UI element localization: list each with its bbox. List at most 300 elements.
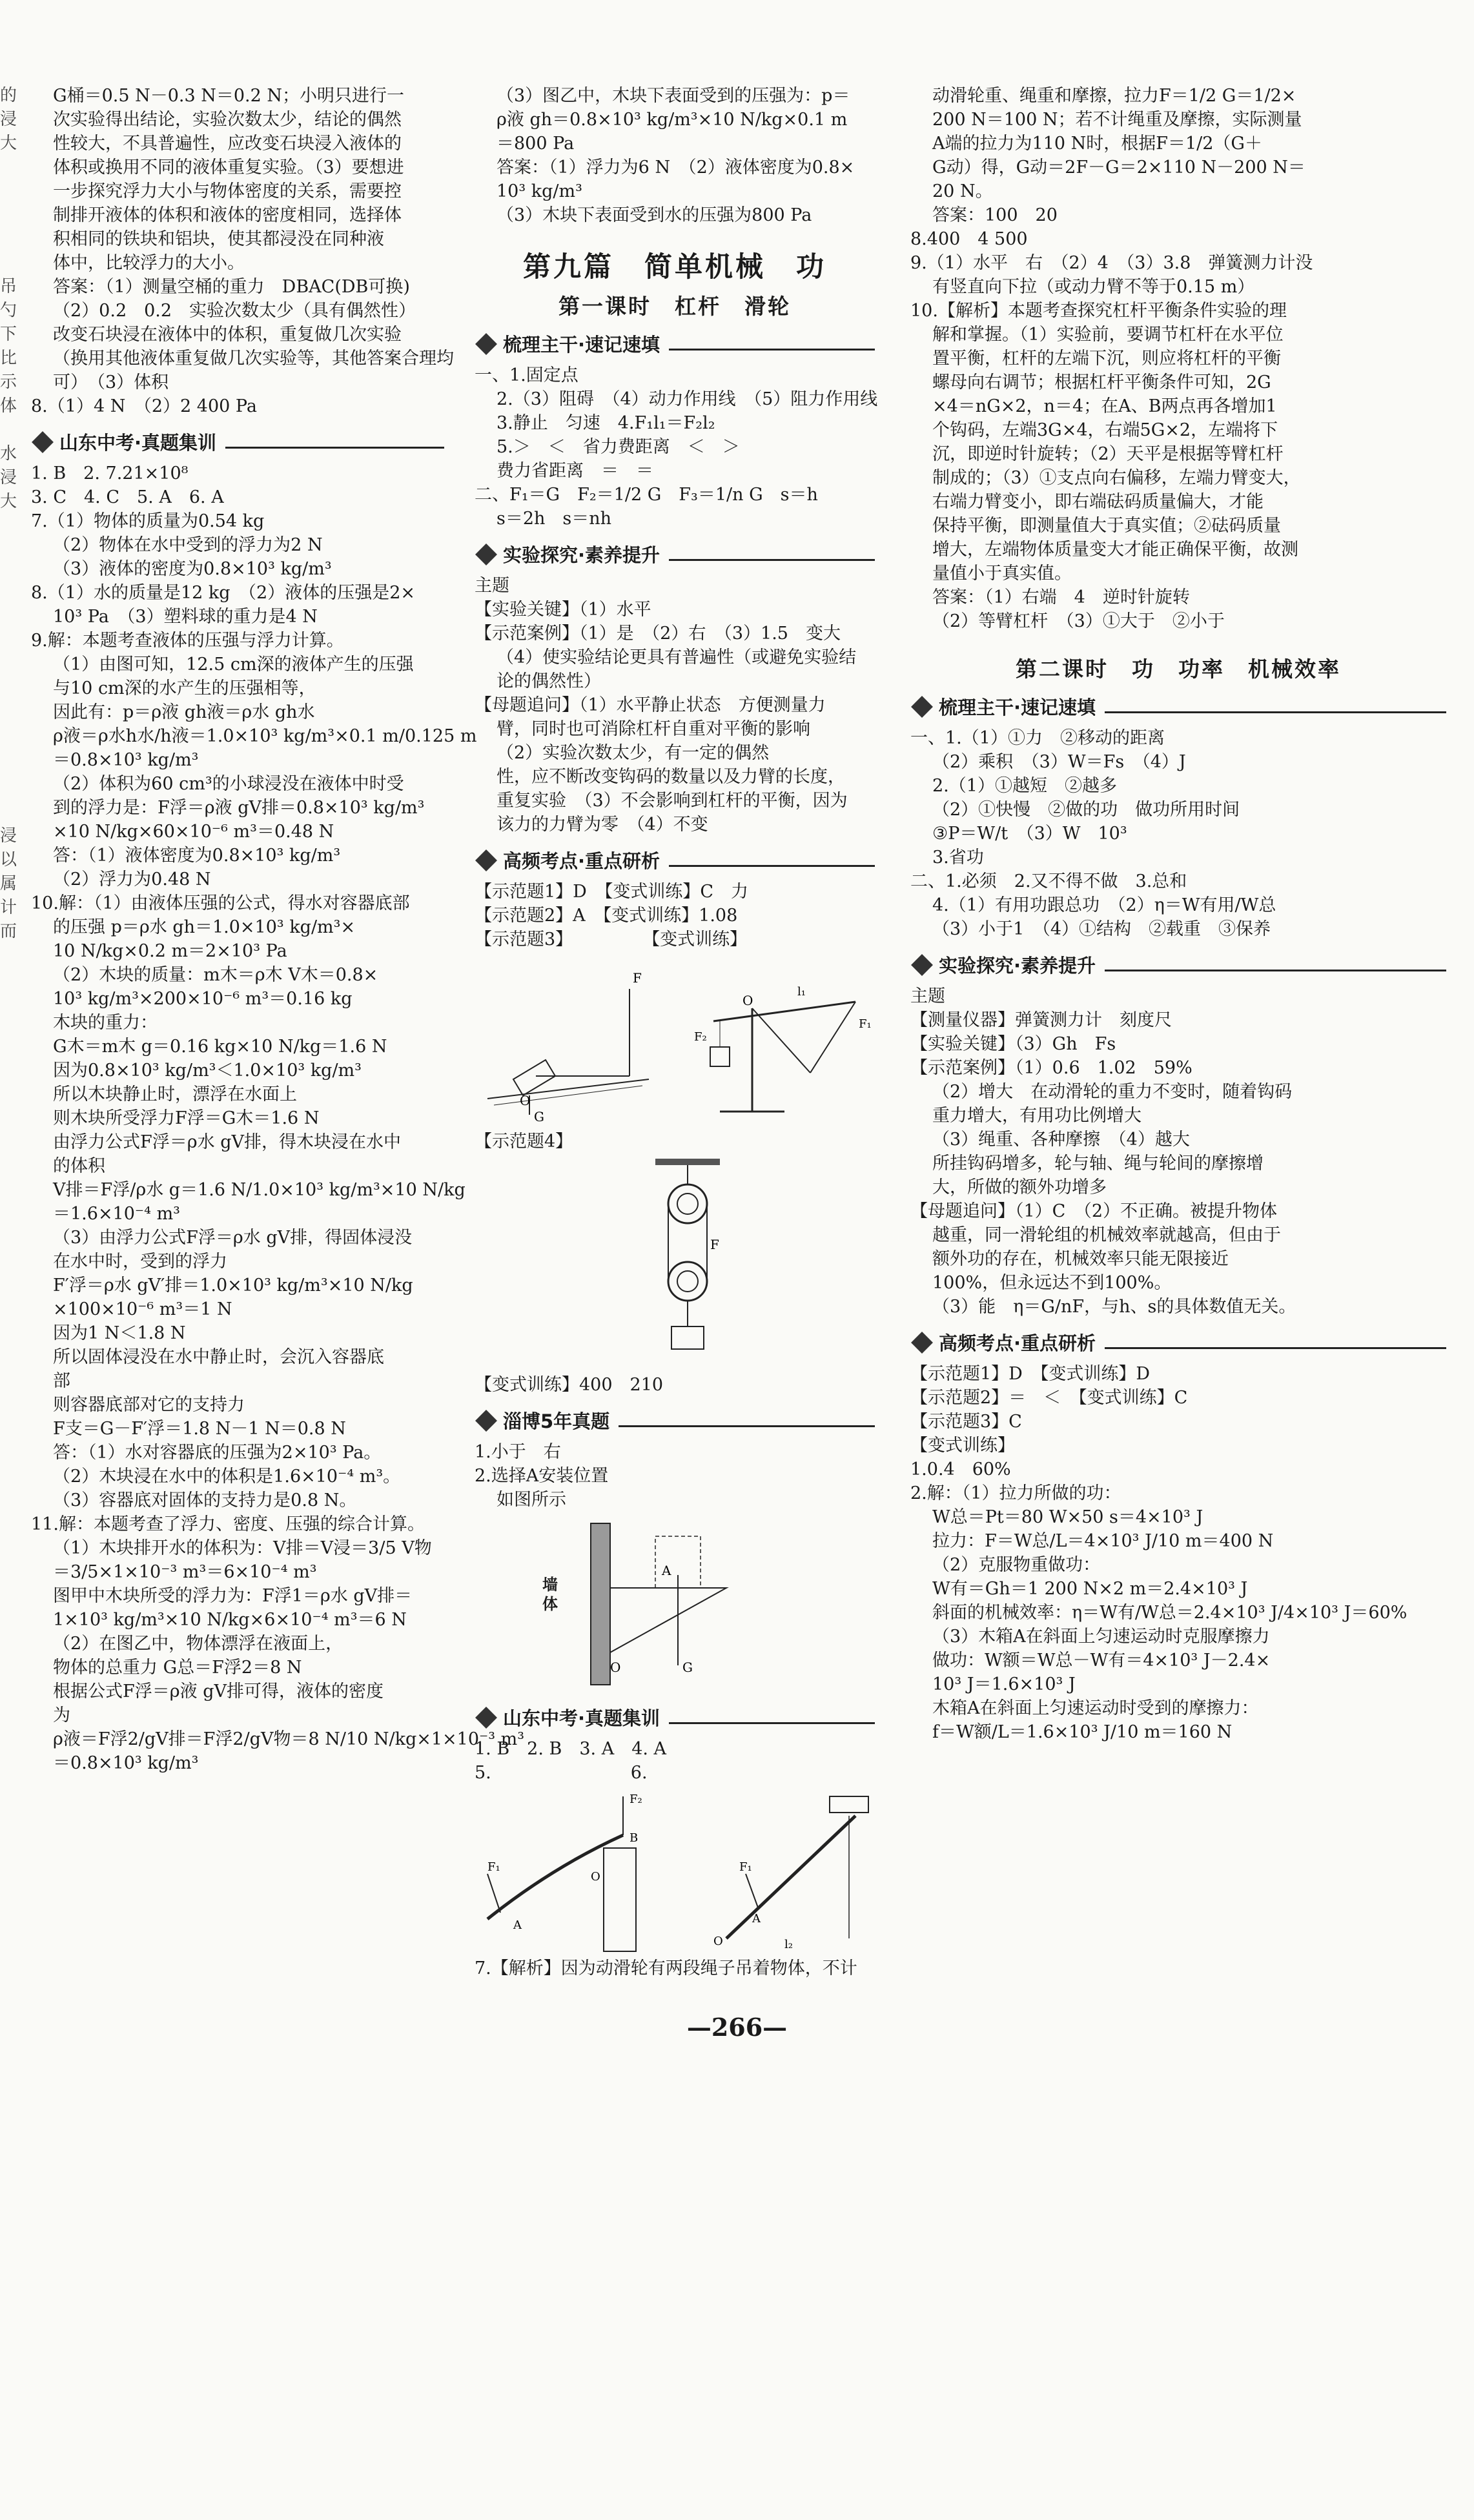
margin-fragment: [0, 1517, 14, 1541]
margin-fragment: [0, 991, 14, 1015]
diamond-icon: [475, 544, 497, 565]
text-line: 一、1.（1）①力 ②移动的距离: [910, 728, 1165, 748]
margin-fragment: [0, 1374, 14, 1397]
text-line: W有＝Gh＝1 200 N×2 m＝2.4×10³ J: [932, 1579, 1248, 1599]
section-header: [910, 951, 1446, 978]
col2-block-a: [475, 84, 875, 227]
text-line: 重复实验 （3）不会影响到杠杆的平衡，因为: [496, 791, 848, 811]
text-line: （3）由浮力公式F浮＝ρ水 gV排，得固体浸没: [53, 1228, 413, 1248]
margin-fragment: [0, 1827, 14, 1851]
text-line: （2）增大 在动滑轮的重力不变时，随着钩码: [932, 1082, 1293, 1102]
margin-fragment: [0, 1636, 14, 1660]
text-line: 如图所示: [496, 1490, 566, 1510]
margin-fragment: 浸: [0, 110, 17, 129]
svg-text:O: O: [742, 993, 753, 1008]
margin-fragment: [0, 944, 14, 968]
text-line: 的体积: [53, 1156, 105, 1176]
text-line: （2）实验次数太少，有一定的偶然: [496, 743, 770, 763]
text-line: （3）绳重、各种摩擦 （4）越大: [932, 1130, 1190, 1150]
text-line: （2）等臂杠杆 （3）①大于 ②小于: [932, 611, 1225, 631]
margin-fragment: [0, 1111, 14, 1135]
margin-fragment: 下: [0, 325, 17, 344]
col2-block-e: [475, 1440, 875, 1512]
text-line: 8.（1）水的质量是12 kg （2）液体的压强是2×: [31, 583, 416, 603]
text-line: 【实验关键】（3）Gh Fs: [910, 1034, 1116, 1054]
text-line: G动）得，G动＝2F－G＝2×110 N－200 N＝: [932, 158, 1305, 178]
svg-text:G: G: [534, 1109, 544, 1124]
text-line: 该力的力臂为零 （4）不变: [496, 815, 708, 835]
text-line: A端的拉力为110 N时，根据F＝1/2（G＋: [932, 134, 1262, 154]
text-line: 有竖直向下拉（或动力臂不等于0.15 m）: [932, 277, 1255, 297]
margin-fragment: [0, 1278, 14, 1302]
text-line: 置平衡，杠杆的左端下沉，则应将杠杆的平衡: [932, 349, 1281, 369]
text-line: G木＝m木 g＝0.16 kg×10 N/kg＝1.6 N: [53, 1037, 387, 1057]
diamond-icon: [475, 849, 497, 871]
svg-text:F: F: [633, 970, 642, 986]
q7-line: 7.【解析】因为动滑轮有两段绳子吊着物体，不计: [475, 1958, 857, 1978]
column-3: [910, 84, 1446, 1744]
margin-fragment: [0, 1947, 14, 1971]
text-line: （1）由图可知，12.5 cm深的液体产生的压强: [53, 655, 414, 675]
text-line: （2）乘积 （3）W＝Fs （4）J: [932, 752, 1186, 772]
margin-fragment: [0, 1612, 14, 1636]
margin-fragment: [0, 2090, 14, 2114]
chapter-title: 第九篇 简单机械 功: [523, 251, 826, 283]
text-line: 100%，但永远达不到100%。: [932, 1273, 1172, 1293]
svg-text:F₂: F₂: [630, 1793, 642, 1806]
margin-fragment: [0, 1039, 14, 1063]
margin-fragment: 的: [0, 86, 17, 105]
svg-text:l₂: l₂: [784, 1938, 793, 1951]
text-line: 体中，比较浮力的大小。: [53, 253, 245, 273]
text-line: 木箱A在斜面上匀速运动时受到的摩擦力：: [932, 1698, 1259, 1718]
text-line: 3. C 4. C 5. A 6. A: [31, 487, 224, 507]
text-line: G桶＝0.5 N－0.3 N＝0.2 N；小明只进行一: [53, 86, 405, 106]
text-line: 保持平衡，即测量值大于真实值；②砝码质量: [932, 516, 1281, 536]
margin-fragment: [0, 1660, 14, 1684]
text-line: 2.选择A安装位置: [475, 1466, 609, 1486]
text-line: ×4＝nG×2，n＝4；在A、B两点再各增加1: [932, 396, 1277, 416]
text-line: 二、1.必须 2.又不得不做 3.总和: [910, 871, 1187, 891]
text-line: 制排开液体的体积和液体的密度相同，选择体: [53, 205, 402, 225]
wall-label: 墙体: [542, 1576, 558, 1613]
text-line: （3）液体的密度为0.8×10³ kg/m³: [53, 559, 332, 579]
section-title: 高频考点·重点研析: [939, 1332, 1096, 1354]
margin-fragment: [0, 1899, 14, 1923]
section-rule: [1105, 700, 1446, 713]
text-line: 1×10³ kg/m³×10 N/kg×6×10⁻⁴ m³＝6 N: [53, 1610, 407, 1630]
margin-fragment: [0, 609, 14, 633]
section-rule: [619, 1414, 875, 1427]
text-line: 则木块所受浮力F浮＝G木＝1.6 N: [53, 1108, 320, 1128]
text-line: 根据公式F浮＝ρ液 gV排可得，液体的密度: [53, 1682, 384, 1702]
margin-fragment: [0, 633, 14, 657]
diamond-icon: [911, 954, 933, 976]
text-line: 【母题追问】（1）C （2）不正确。被提升物体: [910, 1201, 1278, 1221]
margin-fragment: [0, 1015, 14, 1039]
text-line: 【实验关键】（1）水平: [475, 600, 651, 620]
text-line: 【示范案例】（1）是 （2）右 （3）1.5 变大: [475, 624, 841, 644]
text-line: 解和掌握。（1）实验前，要调节杠杆在水平位: [932, 325, 1284, 345]
col2-block-c: [475, 574, 875, 837]
margin-fragment: [0, 2496, 14, 2520]
text-line: （2）物体在水中受到的浮力为2 N: [53, 535, 323, 555]
text-line: 改变石块浸在液体中的体积，重复做几次实验: [53, 325, 402, 345]
text-line: 2.解：（1）拉力所做的功：: [910, 1483, 1121, 1503]
text-line: 积相同的铁块和铝块，使其都浸没在同种液: [53, 229, 384, 249]
text-line: 10³ J＝1.6×10³ J: [932, 1674, 1076, 1694]
text-line: 越重，同一滑轮组的机械效率就越高，但由于: [932, 1225, 1281, 1245]
section-header: [31, 429, 444, 455]
col3-block-d: [910, 1362, 1446, 1744]
text-line: （3）能 η＝G/nF，与h、s的具体数值无关。: [932, 1297, 1296, 1317]
section-title: 实验探究·素养提升: [503, 544, 660, 566]
text-line: 2.（3）阻碍 （4）动力作用线 （5）阻力作用线: [496, 389, 878, 409]
pulley-system-diagram: [642, 1159, 733, 1365]
svg-text:F: F: [710, 1237, 719, 1252]
text-line: 答案：（1）浮力为6 N （2）液体密度为0.8×: [496, 158, 855, 178]
margin-fragment: 浸: [0, 468, 17, 487]
diamond-icon: [475, 1707, 497, 1729]
text-line: 200 N＝100 N；若不计绳重及摩擦，实际测量: [932, 110, 1302, 130]
margin-fragment: [0, 2448, 14, 2472]
lesson-title: 第一课时 杠杆 滑轮: [558, 294, 791, 319]
margin-fragment: [0, 2162, 14, 2186]
margin-fragment: [0, 1159, 14, 1183]
text-line: F支＝G－F′浮＝1.8 N－1 N＝0.8 N: [53, 1419, 346, 1439]
margin-fragment: 勺: [0, 301, 17, 320]
svg-text:O: O: [591, 1870, 600, 1884]
text-line: 大，所做的额外功增多: [932, 1177, 1107, 1197]
text-line: 11.解：本题考查了浮力、密度、压强的综合计算。: [31, 1514, 425, 1534]
text-line: 20 N。: [932, 181, 993, 201]
margin-fragment: [0, 1589, 14, 1612]
margin-fragment: [0, 1780, 14, 1804]
margin-fragment: [0, 1708, 14, 1732]
margin-fragment: [0, 156, 14, 179]
margin-fragment: [0, 800, 14, 824]
text-line: 右端力臂变小，即右端砝码质量偏大，才能: [932, 492, 1264, 512]
margin-fragment: [0, 1445, 14, 1469]
margin-fragment: [0, 2114, 14, 2138]
text-line: W总＝Pt＝80 W×50 s＝4×10³ J: [932, 1507, 1203, 1527]
text-line: 到的浮力是：F浮＝ρ液 gV排＝0.8×10³ kg/m³: [53, 798, 425, 818]
text-line: 量值小于真实值。: [932, 564, 1072, 584]
margin-fragment: [0, 1350, 14, 1374]
margin-fragment: [0, 1254, 14, 1278]
margin-fragment: [0, 729, 14, 753]
col2-block-b: [475, 363, 878, 531]
margin-fragment: [0, 2401, 14, 2424]
text-line: F′浮＝ρ水 gV′排＝1.0×10³ kg/m³×10 N/kg: [53, 1275, 413, 1296]
text-line: （3）小于1 （4）①结构 ②载重 ③保养: [932, 919, 1271, 939]
margin-fragment: 计: [0, 898, 17, 917]
text-line: 【变式训练】: [910, 1436, 1015, 1456]
margin-fragment: [0, 1684, 14, 1708]
text-line: 10³ kg/m³×200×10⁻⁶ m³＝0.16 kg: [53, 989, 353, 1009]
text-line: （换用其他液体重复做几次实验等，其他答案合理均: [53, 349, 454, 369]
svg-text:A: A: [752, 1912, 761, 1926]
col3-block-c: [910, 984, 1446, 1319]
diamond-icon: [475, 1410, 497, 1432]
text-line: （4）使实验结论更具有普遍性（或避免实验结: [496, 647, 857, 667]
margin-fragment: [0, 2377, 14, 2401]
margin-fragment: [0, 777, 14, 800]
text-line: 2.（1）①越短 ②越多: [932, 776, 1117, 796]
margin-fragment: [0, 1206, 14, 1230]
text-line: 一步探究浮力大小与物体密度的关系，需要控: [53, 181, 402, 201]
margin-fragment: [0, 2042, 14, 2066]
margin-fragment: [0, 2281, 14, 2305]
text-line: （3）木块下表面受到水的压强为800 Pa: [496, 205, 812, 225]
section-rule: [225, 435, 444, 449]
margin-fragment: [0, 1804, 14, 1827]
text-line: 10 N/kg×0.2 m＝2×10³ Pa: [53, 941, 287, 961]
section-rule: [669, 547, 875, 561]
text-line: ×100×10⁻⁶ m³＝1 N: [53, 1299, 232, 1319]
svg-text:F₁: F₁: [739, 1860, 752, 1874]
text-line: 体积或换用不同的液体重复实验。（3）要想进: [53, 158, 404, 178]
margin-fragment: [0, 179, 14, 203]
text-line: 次实验得出结论，实验次数太少，结论的偶然: [53, 110, 402, 130]
text-line: 8.400 4 500: [910, 229, 1028, 249]
section-title: 淄博5年真题: [503, 1410, 610, 1432]
text-line: 5. 6.: [475, 1763, 648, 1783]
section-title: 山东中考·真题集训: [59, 432, 217, 454]
wall-diagram-wrap: [475, 1517, 875, 1694]
margin-fragment: [0, 1087, 14, 1111]
diamond-icon: [32, 431, 54, 453]
lesson-title: 第二课时 功 功率 机械效率: [1016, 656, 1341, 682]
text-line: ρ液 gh＝0.8×10³ kg/m³×10 N/kg×0.1 m: [496, 110, 848, 130]
text-line: 4.（1）有用功跟总功 （2）η＝W有用/W总: [932, 895, 1276, 915]
margin-fragment: 体: [0, 396, 17, 416]
text-line: 重力增大，有用功比例增大: [932, 1106, 1141, 1126]
col3-block-a: [910, 84, 1446, 633]
text-line: ＝3/5×1×10⁻³ m³＝6×10⁻⁴ m³: [53, 1562, 317, 1582]
text-line: 10³ Pa （3）塑料球的重力是4 N: [53, 607, 318, 627]
left-margin-fragments: [0, 84, 17, 2520]
lever-diagrams-row: [475, 957, 875, 1124]
svg-text:A: A: [662, 1563, 671, 1578]
text-line: 所以木块静止时，漂浮在水面上: [53, 1084, 297, 1104]
text-line: ρ液＝F浮2/gV排＝F浮2/gV物＝8 N/10 N/kg×1×10⁻³ m³: [53, 1729, 525, 1749]
text-line: 答案：（1）右端 4 逆时针旋转: [932, 587, 1190, 607]
margin-fragment: [0, 2353, 14, 2377]
section-rule: [669, 1711, 875, 1724]
text-line: 答：（1）水对容器底的压强为2×10³ Pa。: [53, 1443, 382, 1463]
section-header: [910, 693, 1446, 720]
section-title: 梳理主干·速记速填: [503, 334, 660, 356]
section-header: [910, 1329, 1446, 1356]
text-line: 【示范题1】D 【变式训练】D: [910, 1364, 1150, 1384]
diamond-icon: [911, 1332, 933, 1354]
text-line: 与10 cm深的水产生的压强相等，: [53, 678, 316, 698]
section-title: 山东中考·真题集训: [503, 1707, 660, 1729]
text-line: 做功：W额＝W总－W有＝4×10³ J－2.4×: [932, 1651, 1271, 1671]
margin-fragment: [0, 1183, 14, 1206]
margin-fragment: [0, 2066, 14, 2090]
margin-fragment: [0, 1756, 14, 1780]
section-title: 实验探究·素养提升: [939, 955, 1096, 977]
tilted-lever-diagram: [688, 1790, 875, 1951]
text-line: 【母题追问】（1）水平静止状态 方便测量力: [475, 695, 826, 715]
text-line: 3.静止 匀速 4.F₁l₁＝F₂l₂: [496, 413, 715, 433]
margin-fragment: 大: [0, 134, 17, 153]
section-header: [475, 541, 875, 567]
text-line: （2）体积为60 cm³的小球浸没在液体中时受: [53, 774, 404, 794]
text-line: 10³ kg/m³: [496, 181, 582, 201]
margin-fragment: [0, 2305, 14, 2329]
svg-text:O: O: [610, 1660, 621, 1675]
text-line: 沉，即逆时针旋转；（2）天平是根据等臂杠杆: [932, 444, 1284, 464]
text-line: 斜面的机械效率：η＝W有/W总＝2.4×10³ J/4×10³ J＝60%: [932, 1603, 1407, 1623]
variant-answer: 【变式训练】400 210: [475, 1375, 664, 1395]
margin-fragment: [0, 227, 14, 251]
margin-fragment: [0, 968, 14, 991]
margin-fragment: [0, 1493, 14, 1517]
margin-fragment: [0, 418, 14, 442]
text-line: 9.（1）水平 右 （2）4 （3）3.8 弹簧测力计没: [910, 253, 1313, 273]
text-line: 物体的总重力 G总＝F浮2＝8 N: [53, 1658, 302, 1678]
col1-block-a: [31, 84, 454, 418]
margin-fragment: [0, 2257, 14, 2281]
pulley-diagram-wrap: [475, 1159, 875, 1368]
text-line: （3）容器底对固体的支持力是0.8 N。: [53, 1490, 357, 1510]
col2-block-d: [475, 880, 875, 951]
text-line: （3）木箱A在斜面上匀速运动时克服摩擦力: [932, 1627, 1270, 1647]
text-line: 论的偶然性）: [496, 671, 601, 691]
text-line: 因为0.8×10³ kg/m³＜1.0×10³ kg/m³: [53, 1061, 362, 1081]
text-line: 由浮力公式F浮＝ρ水 gV排，得木块浸在水中: [53, 1132, 401, 1152]
text-line: 1.0.4 60%: [910, 1459, 1011, 1479]
text-line: ＝800 Pa: [496, 134, 575, 154]
pump-diagrams-row: [475, 1790, 875, 1951]
margin-fragment: [0, 2210, 14, 2233]
margin-fragment: [0, 1923, 14, 1947]
margin-fragment: [0, 1326, 14, 1350]
text-line: （2）①快慢 ②做的功 做功所用时间: [932, 800, 1240, 820]
section-title: 高频考点·重点研析: [503, 850, 660, 872]
text-line: 图甲中木块所受的浮力为：F浮1＝ρ水 gV排＝: [53, 1586, 413, 1606]
text-line: 制成的；（3）①支点向右偏移，左端力臂变大，: [932, 468, 1301, 488]
section-rule: [1105, 958, 1446, 971]
text-line: ×10 N/kg×60×10⁻⁶ m³＝0.48 N: [53, 822, 334, 842]
margin-fragment: 属: [0, 874, 17, 893]
text-line: 【示范题3】C: [910, 1412, 1022, 1432]
text-line: ＝0.8×10³ kg/m³: [53, 750, 199, 770]
page-number: —266—: [686, 2013, 788, 2042]
margin-fragment: [0, 2138, 14, 2162]
margin-fragment: [0, 1230, 14, 1254]
text-line: 10.解：（1）由液体压强的公式，得水对容器底部: [31, 893, 410, 913]
margin-fragment: [0, 753, 14, 777]
text-line: 【示范题2】＝ ＜ 【变式训练】C: [910, 1388, 1188, 1408]
col3-block-b: [910, 726, 1446, 941]
text-line: 部: [53, 1371, 70, 1391]
text-line: 的压强 p＝ρ水 gh＝1.0×10³ kg/m³×: [53, 917, 356, 937]
margin-fragment: [0, 1302, 14, 1326]
text-line: 费力省距离 ＝ ＝: [496, 461, 653, 481]
diamond-icon: [475, 333, 497, 355]
text-line: 可） （3）体积: [53, 372, 169, 392]
margin-fragment: [0, 1063, 14, 1087]
text-line: 二、F₁＝G F₂＝1/2 G F₃＝1/n G s＝h: [475, 485, 818, 505]
text-line: 1. B 2. 7.21×10⁸: [31, 463, 189, 483]
col2-block-f: [475, 1737, 875, 1785]
text-line: 因为1 N＜1.8 N: [53, 1323, 186, 1343]
text-line: 所挂钩码增多，轮与轴、绳与轮间的摩擦增: [932, 1153, 1264, 1174]
text-line: （2）克服物重做功：: [932, 1555, 1101, 1575]
text-line: （2）木块浸在水中的体积是1.6×10⁻⁴ m³。: [53, 1467, 401, 1487]
margin-fragment: [0, 2424, 14, 2448]
margin-fragment: [0, 203, 14, 227]
margin-fragment: [0, 251, 14, 275]
crane-lever-diagram: [681, 957, 875, 1124]
text-line: 10.【解析】本题考查探究杠杆平衡条件实验的理: [910, 301, 1287, 321]
section-rule: [1105, 1336, 1446, 1349]
margin-fragment: [0, 538, 14, 562]
text-line: V排＝F浮/ρ水 g＝1.6 N/1.0×10³ kg/m³×10 N/kg: [53, 1180, 466, 1200]
margin-fragment: 比: [0, 349, 17, 368]
text-line: ρ液＝ρ水h水/h液＝1.0×10³ kg/m³×0.1 m/0.125 m: [53, 726, 477, 746]
incline-lever-diagram: [475, 957, 662, 1124]
svg-text:O: O: [713, 1935, 723, 1948]
text-line: 个钩码，左端3G×4，右端5G×2，左端将下: [932, 420, 1278, 440]
margin-fragment: [0, 1732, 14, 1756]
section-rule: [669, 337, 875, 351]
svg-text:O: O: [520, 1093, 531, 1108]
margin-fragment: [0, 2186, 14, 2210]
margin-fragment: 大: [0, 492, 17, 511]
text-line: 螺母向右调节；根据杠杆平衡条件可知，2G: [932, 372, 1271, 392]
text-line: 增大，左端物体质量变大才能正确保平衡，故测: [932, 540, 1298, 560]
text-line: 性较大，不具普遍性，应改变石块浸入液体的: [53, 134, 402, 154]
text-line: 1. B 2. B 3. A 4. A: [475, 1739, 667, 1759]
text-line: 【示范题3】 【变式训练】: [475, 930, 748, 950]
svg-text:l₁: l₁: [797, 985, 806, 999]
text-line: 8.（1）4 N （2）2 400 Pa: [31, 396, 257, 416]
margin-fragment: [0, 1469, 14, 1493]
svg-text:B: B: [630, 1831, 639, 1845]
margin-fragment: 而: [0, 922, 17, 941]
text-line: 在水中时，受到的浮力: [53, 1252, 227, 1272]
text-line: 5.＞ ＜ 省力费距离 ＜ ＞: [496, 437, 740, 457]
margin-fragment: [0, 1421, 14, 1445]
svg-text:A: A: [513, 1918, 522, 1932]
margin-fragment: 示: [0, 372, 17, 392]
text-line: 【示范题1】D 【变式训练】C 力: [475, 882, 748, 902]
text-line: 动滑轮重、绳重和摩擦，拉力F＝1/2 G＝1/2×: [932, 86, 1296, 106]
text-line: 【测量仪器】弹簧测力计 刻度尺: [910, 1010, 1172, 1030]
margin-fragment: [0, 1565, 14, 1589]
text-line: ＝0.8×10³ kg/m³: [53, 1753, 199, 1773]
svg-text:F₂: F₂: [694, 1030, 707, 1044]
margin-fragment: [0, 585, 14, 609]
margin-fragment: [0, 2233, 14, 2257]
section-header: [475, 847, 875, 873]
text-line: ＝1.6×10⁻⁴ m³: [53, 1204, 181, 1224]
margin-fragment: [0, 2329, 14, 2353]
text-line: 为: [53, 1705, 70, 1725]
margin-fragment: [0, 1875, 14, 1899]
text-line: 则容器底部对它的支持力: [53, 1395, 245, 1415]
text-line: 主题: [910, 986, 945, 1006]
text-line: 答案：100 20: [932, 205, 1058, 225]
svg-text:F₁: F₁: [859, 1017, 872, 1031]
margin-fragment: [0, 1541, 14, 1565]
text-line: 7.（1）物体的质量为0.54 kg: [31, 511, 265, 531]
